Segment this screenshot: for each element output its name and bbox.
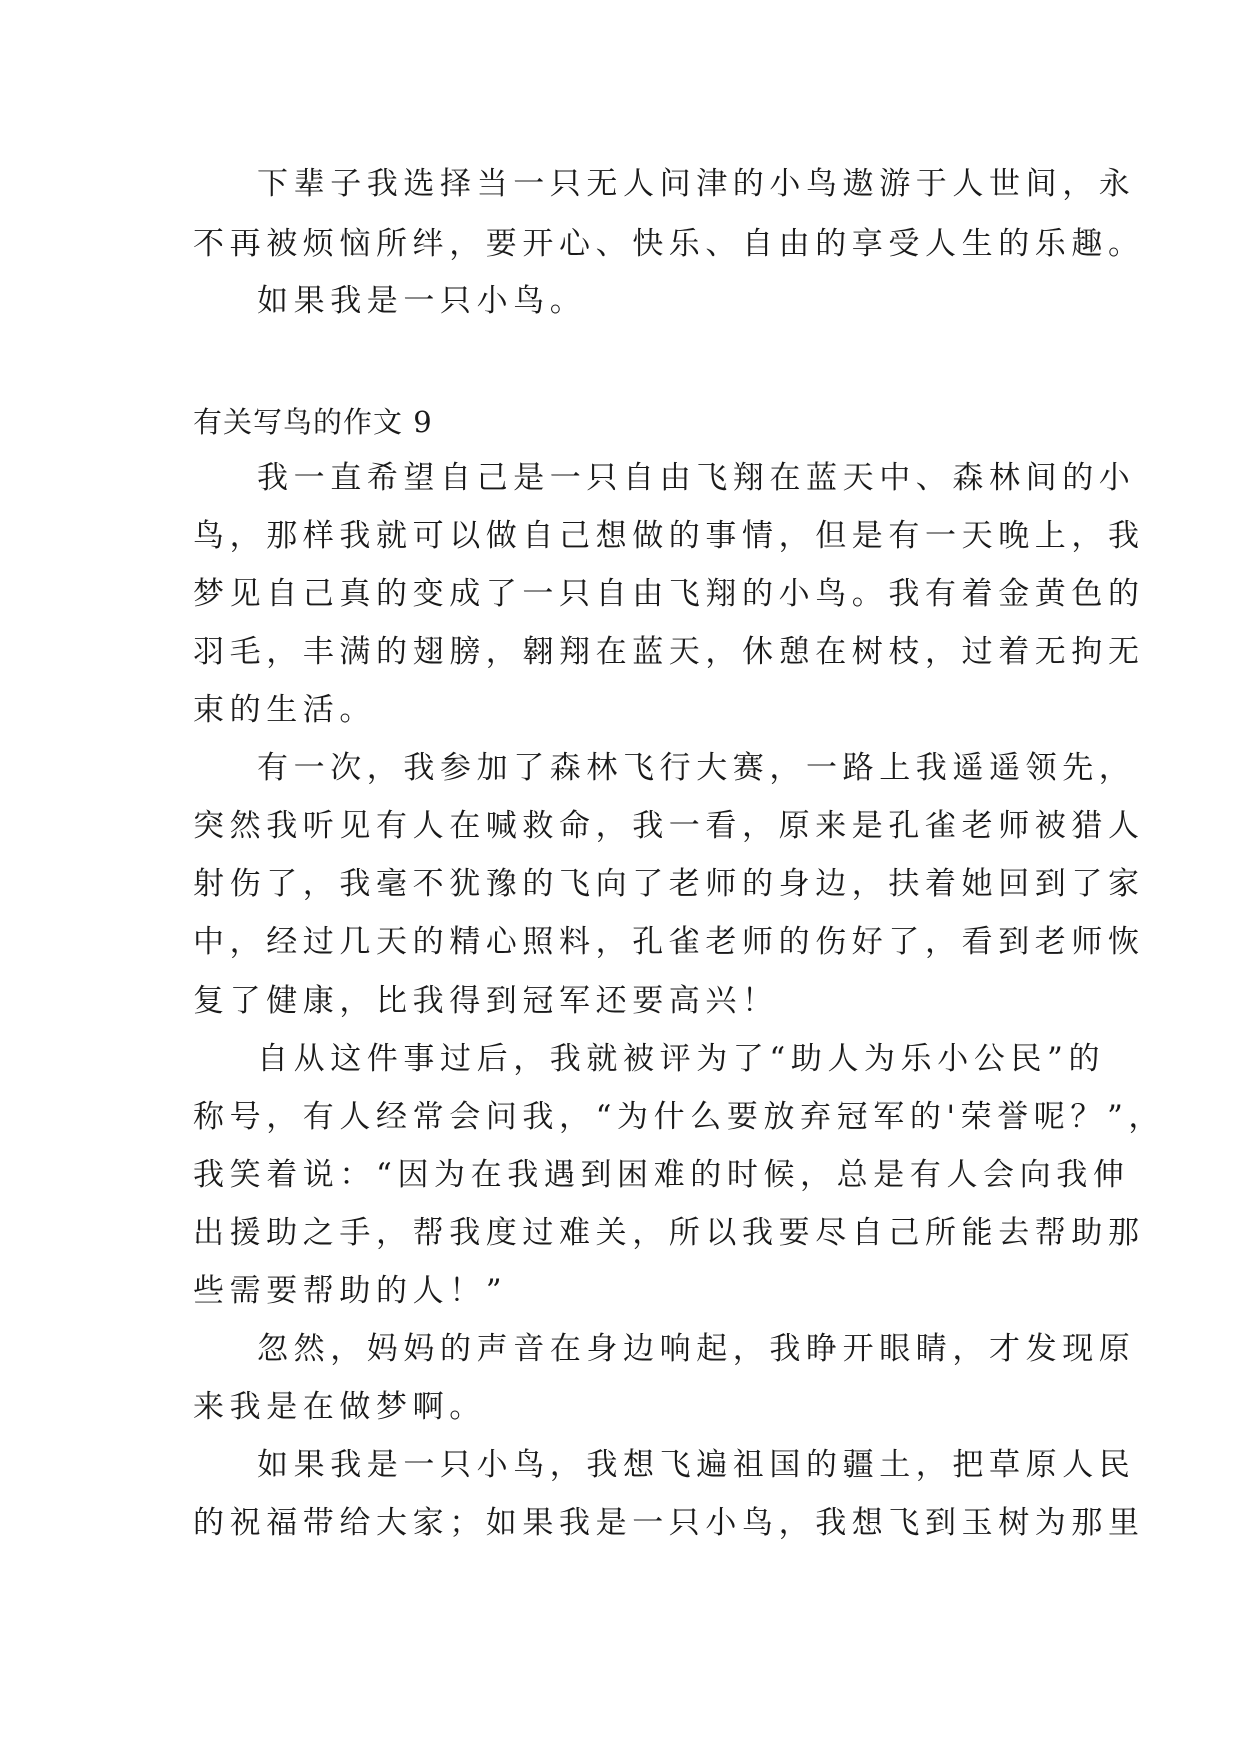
paragraph-line: 的祝福带给大家；如果我是一只小鸟，我想飞到玉树为那里 (193, 1505, 1145, 1541)
paragraph-line: 我一直希望自己是一只自由飞翔在蓝天中、森林间的小 (257, 460, 1136, 496)
paragraph-line: 梦见自己真的变成了一只自由飞翔的小鸟。我有着金黄色的 (193, 576, 1145, 612)
paragraph-line: 称号，有人经常会问我，“为什么要放弃冠军的'荣誉呢？”， (193, 1099, 1166, 1135)
paragraph-line: 鸟，那样我就可以做自己想做的事情，但是有一天晚上，我 (193, 518, 1145, 554)
paragraph-line: 复了健康，比我得到冠军还要高兴！ (193, 983, 779, 1019)
paragraph-line: 射伤了，我毫不犹豫的飞向了老师的身边，扶着她回到了家 (193, 866, 1145, 902)
paragraph-line: 有一次，我参加了森林飞行大赛，一路上我遥遥领先， (257, 750, 1136, 786)
intro-line-2: 不再被烦恼所绊，要开心、快乐、自由的享受人生的乐趣。 (193, 226, 1145, 262)
paragraph-line: 自从这件事过后，我就被评为了“助人为乐小公民”的 (257, 1041, 1106, 1077)
paragraph-line: 忽然，妈妈的声音在身边响起，我睁开眼睛，才发现原 (257, 1331, 1136, 1367)
intro-line-3: 如果我是一只小鸟。 (257, 283, 587, 319)
paragraph-line: 如果我是一只小鸟，我想飞遍祖国的疆土，把草原人民 (257, 1447, 1136, 1483)
paragraph-line: 羽毛，丰满的翅膀，翱翔在蓝天，休憩在树枝，过着无拘无 (193, 634, 1145, 670)
paragraph-line: 我笑着说：“因为在我遇到困难的时候，总是有人会向我伸 (193, 1157, 1130, 1193)
paragraph-line: 突然我听见有人在喊救命，我一看，原来是孔雀老师被猎人 (193, 808, 1145, 844)
paragraph-line: 来我是在做梦啊。 (193, 1389, 486, 1425)
section-title: 有关写鸟的作文 9 (193, 405, 433, 439)
paragraph-line: 些需要帮助的人！” (193, 1273, 508, 1309)
paragraph-line: 中，经过几天的精心照料，孔雀老师的伤好了，看到老师恢 (193, 924, 1145, 960)
paragraph-line: 出援助之手，帮我度过难关，所以我要尽自己所能去帮助那 (193, 1215, 1145, 1251)
intro-line-1: 下辈子我选择当一只无人问津的小鸟遨游于人世间，永 (257, 166, 1136, 202)
paragraph-line: 束的生活。 (193, 692, 376, 728)
